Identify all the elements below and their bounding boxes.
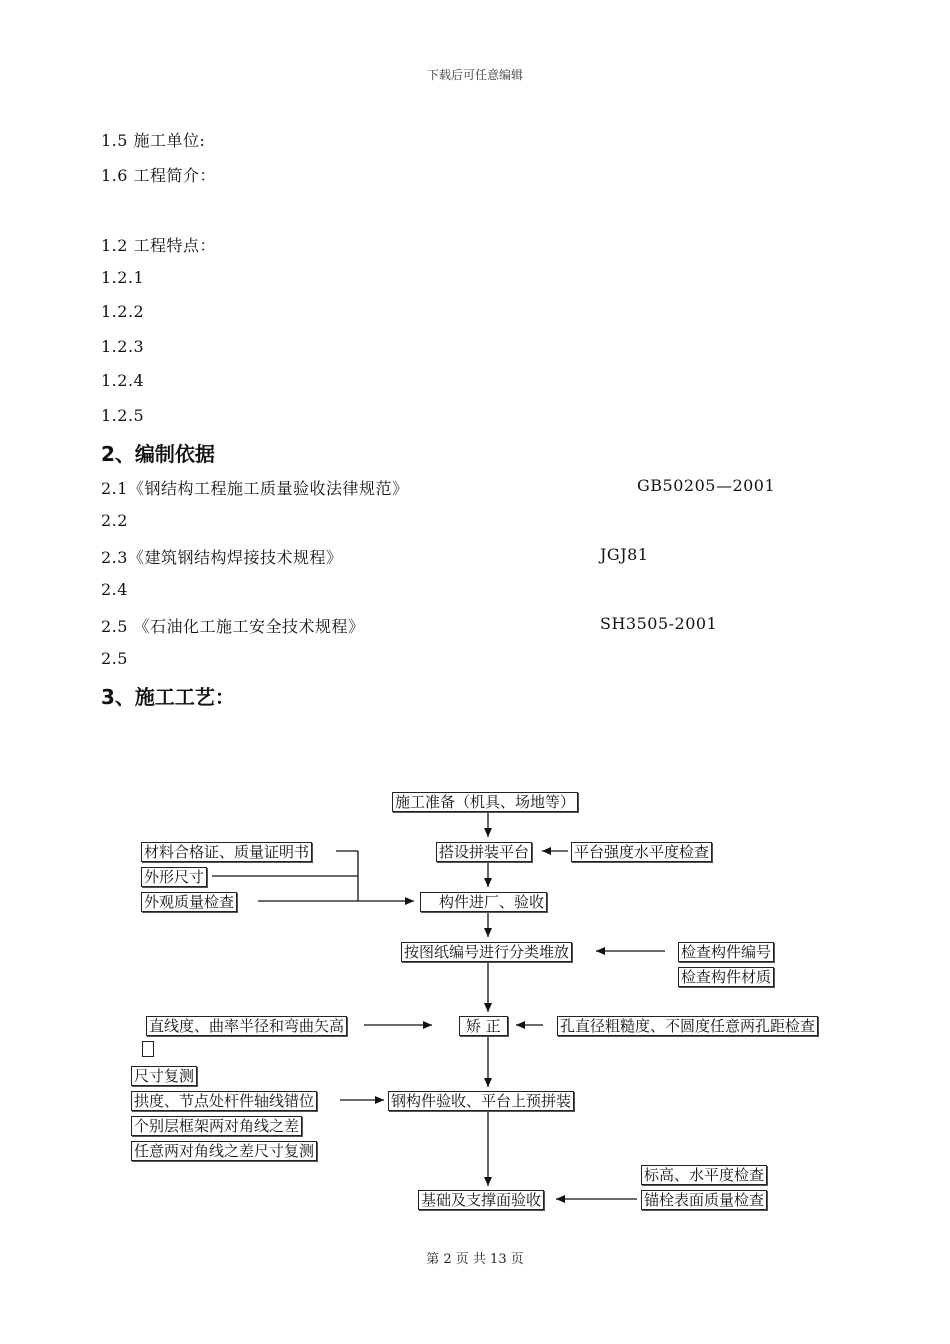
box-cert: 材料合格证、质量证明书 [141, 842, 312, 862]
ref-2-4: 2.4 [101, 580, 128, 599]
item-1-2-4: 1.2.4 [101, 371, 145, 390]
box-hole: 孔直径粗糙度、不圆度任意两孔距检查 [557, 1016, 818, 1036]
box-size: 外形尺寸 [141, 867, 207, 887]
box-camber: 拱度、节点处杆件轴线错位 [131, 1091, 317, 1111]
box-accept: 钢构件验收、平台上预拼装 [388, 1091, 574, 1111]
ref-2-5-b: 2.5 [101, 649, 128, 668]
page-footer: 第 2 页 共 13 页 [426, 1252, 524, 1267]
box-straight: 直线度、曲率半径和弯曲矢高 [146, 1016, 347, 1036]
box-sort: 按图纸编号进行分类堆放 [401, 942, 572, 962]
ref-2-1: 2.1《钢结构工程施工质量验收法律规范》 [101, 479, 409, 498]
box-diag1: 个别层框架两对角线之差 [131, 1116, 302, 1136]
box-check-no: 检查构件编号 [678, 942, 774, 962]
item-1-2-3: 1.2.3 [101, 337, 145, 356]
item-1-2-5: 1.2.5 [101, 406, 145, 425]
item-1-2: 1.2 工程特点： [101, 236, 217, 255]
box-base: 基础及支撑面验收 [418, 1190, 544, 1210]
ref-2-5-code: SH3505-2001 [600, 614, 718, 633]
ref-2-3-code: JGJ81 [600, 545, 649, 564]
box-resize: 尺寸复测 [131, 1066, 197, 1086]
box-prep: 施工准备（机具、场地等） [392, 792, 578, 812]
box-elev: 标高、水平度检查 [641, 1165, 767, 1185]
box-platform-check: 平台强度水平度检查 [571, 842, 712, 862]
box-correct: 矫 正 [459, 1016, 508, 1036]
ref-2-1-code: GB50205—2001 [637, 476, 776, 495]
section-2-heading: 2、编制依据 [101, 442, 215, 466]
box-platform: 搭设拼装平台 [436, 842, 532, 862]
item-1-5: 1.5 施工单位: [101, 131, 206, 150]
box-receive: 构件进厂、验收 [420, 892, 547, 912]
ref-2-3: 2.3《建筑钢结构焊接技术规程》 [101, 548, 343, 567]
ref-2-2: 2.2 [101, 511, 128, 530]
item-1-2-1: 1.2.1 [101, 268, 145, 287]
box-appearance: 外观质量检查 [141, 892, 237, 912]
box-anchor: 锚栓表面质量检查 [641, 1190, 767, 1210]
item-1-6: 1.6 工程简介： [101, 166, 217, 185]
page-header: 下载后可任意编辑 [426, 68, 523, 82]
box-diag2: 任意两对角线之差尺寸复测 [131, 1141, 317, 1161]
section-3-heading: 3、施工工艺： [101, 685, 235, 709]
empty-checkbox-icon [142, 1041, 154, 1057]
box-check-mat: 检查构件材质 [678, 967, 774, 987]
ref-2-5: 2.5 《石油化工施工安全技术规程》 [101, 617, 365, 636]
item-1-2-2: 1.2.2 [101, 302, 145, 321]
